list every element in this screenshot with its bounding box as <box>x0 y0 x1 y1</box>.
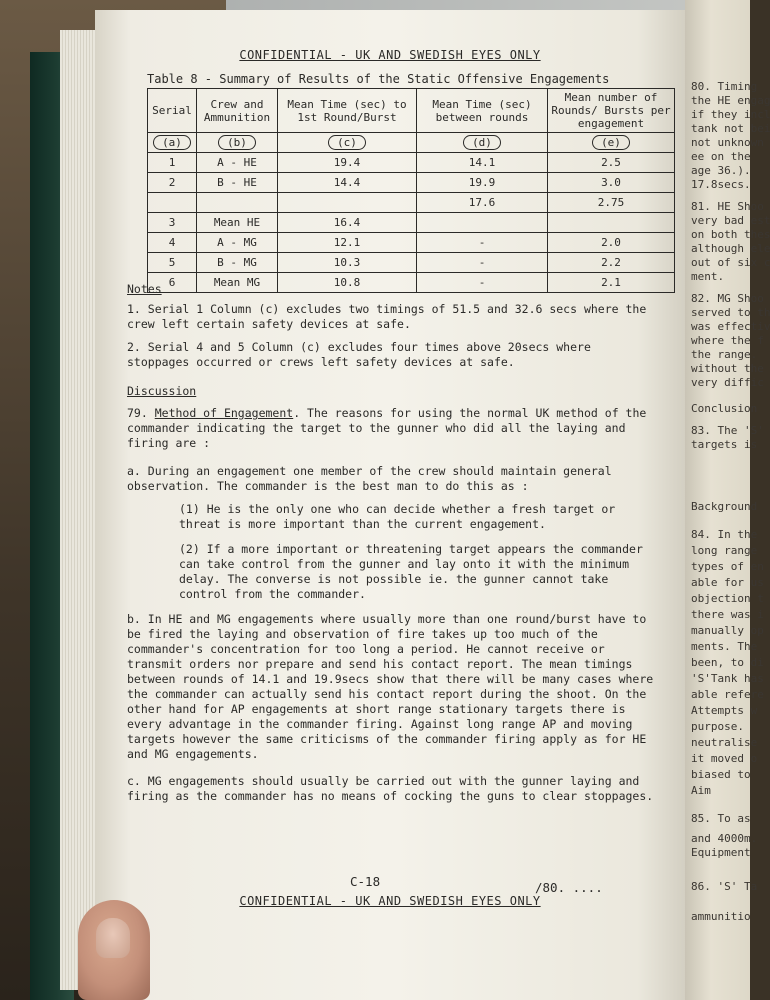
table-cell: 2.75 <box>548 193 675 213</box>
facing-page <box>685 0 770 1000</box>
table-cell: B - HE <box>197 173 278 193</box>
facing-page-line: objection t <box>691 592 764 605</box>
facing-page-line: and 4000m. <box>691 832 758 845</box>
facing-page-line: the range. <box>691 348 758 361</box>
table-cell: 6 <box>148 273 197 293</box>
table-cell: 17.6 <box>417 193 548 213</box>
column-letter: (e) <box>592 135 630 150</box>
facing-page-line: 17.8secs. <box>691 178 751 191</box>
para-intro-text: . The reasons for using the normal UK method of the commander indicating the target to the gunner who did all the laying and firing are : <box>127 406 647 450</box>
item-a: a. During an engagement one member of the crew should maintain general observation. The commander is the best man to do this as : <box>127 464 612 493</box>
note-item: 1. Serial 1 Column (c) excludes two timings of 51.5 and 32.6 secs where the crew left certain safety devices at safe. <box>127 302 647 331</box>
facing-page-line: Aim <box>691 784 711 797</box>
table-cell: A - HE <box>197 153 278 173</box>
facing-page-line: Background <box>691 500 758 513</box>
column-letter: (a) <box>153 135 191 150</box>
table-cell: Mean HE <box>197 213 278 233</box>
table-cell: B - MG <box>197 253 278 273</box>
column-letter: (c) <box>328 135 366 150</box>
para-79-intro <box>127 406 652 451</box>
facing-page-line: served to th <box>691 306 770 319</box>
facing-page-line: ment. <box>691 270 725 283</box>
table-cell: 2.1 <box>548 273 675 293</box>
table-cell: 2.2 <box>548 253 675 273</box>
column-header: Mean number of Rounds/ Bursts per engagement <box>548 89 675 133</box>
table-cell: 5 <box>148 253 197 273</box>
table-cell <box>548 213 675 233</box>
table-cell: - <box>417 233 548 253</box>
facing-page-line: 84. In the <box>691 528 758 541</box>
para-number: 79. <box>127 406 148 420</box>
facing-page-line: very diffic <box>691 376 764 389</box>
item-b: b. In HE and MG engagements where usually more than one round/burst have to be fired the laying and observation of fire takes up too much of the commander's concentration for too long a period. He cannot receive or transmit orders nor prepare and send his contact report. The mean timings between rounds of 14.1 and 19.9secs show that there will be many cases where the commander can actually send his contact report during the shoot. On the other hand for AP engagements at short range stationary targets there is every advantage in the commander firing. Against long range AP and moving targets however the same criticisms of the commander firing apply as for HE and MG engagements. <box>127 612 654 761</box>
note-item: 2. Serial 4 and 5 Column (c) excludes four times above 20secs where stoppages occurred or crews left safety devices at safe. <box>127 340 591 369</box>
sub-item-2: (2) If a more important or threatening target appears the commander can take control from the gunner and lay onto it with the minimum delay. The converse is not possible ie. the gunner cannot take control from the commander. <box>179 542 643 601</box>
para-title: Method of Engagement <box>154 406 294 420</box>
facing-page-line: although ele <box>691 242 770 255</box>
facing-page-line: Conclusion <box>691 402 758 415</box>
table-row <box>148 193 675 213</box>
facing-page-line: there was i <box>691 608 764 621</box>
table-row <box>148 273 675 293</box>
facing-page-line: out of six c <box>691 256 770 269</box>
facing-page-line: 81. HE Shoo <box>691 200 764 213</box>
facing-page-line: able for us <box>691 576 764 589</box>
facing-page-line: been, to di <box>691 656 764 669</box>
next-paragraph-marker: /80. .... <box>535 880 603 895</box>
table-cell: 10.8 <box>278 273 417 293</box>
table-cell: 14.4 <box>278 173 417 193</box>
table-cell: 12.1 <box>278 233 417 253</box>
table-row <box>148 253 675 273</box>
table-row <box>148 153 675 173</box>
table-row <box>148 233 675 253</box>
facing-page-line: 86. 'S' Ta <box>691 880 758 893</box>
table-title: Table 8 - Summary of Results of the Static Offensive Engagements <box>147 72 610 86</box>
facing-page-line: 83. The 'S' <box>691 424 764 437</box>
facing-page-line: very bad est <box>691 214 770 227</box>
footer-classification: CONFIDENTIAL - UK AND SWEDISH EYES ONLY <box>239 894 541 908</box>
facing-page-line: tank not bei <box>691 122 770 135</box>
table-cell <box>148 193 197 213</box>
table-cell <box>197 193 278 213</box>
column-letter-row <box>148 133 675 153</box>
facing-page-line: neutralise <box>691 736 758 749</box>
facing-page-line: ammunitio <box>691 910 751 923</box>
table-cell <box>417 213 548 233</box>
table-row <box>148 213 675 233</box>
column-letter: (b) <box>218 135 256 150</box>
facing-page-line: long range <box>691 544 758 557</box>
table-cell: - <box>417 273 548 293</box>
facing-page-line: types of en <box>691 560 764 573</box>
table-header-row <box>148 89 675 133</box>
facing-page-line: where the f <box>691 334 764 347</box>
facing-page-line: purpose. <box>691 720 744 733</box>
discussion-heading: Discussion <box>127 384 197 398</box>
table-cell: 19.9 <box>417 173 548 193</box>
column-header: Serial <box>148 89 197 133</box>
table-cell: 3.0 <box>548 173 675 193</box>
table-cell: 19.4 <box>278 153 417 173</box>
facing-page-line: able refere <box>691 688 764 701</box>
table-cell: 16.4 <box>278 213 417 233</box>
facing-page-line: 80. Timing <box>691 80 758 93</box>
column-header: Mean Time (sec) to 1st Round/Burst <box>278 89 417 133</box>
facing-page-line: ee on the <box>691 150 751 163</box>
results-table <box>147 88 675 293</box>
table-cell: 2.5 <box>548 153 675 173</box>
facing-page-line: biased to <box>691 768 751 781</box>
thumbnail <box>96 918 130 958</box>
facing-page-line: Attempts w <box>691 704 758 717</box>
facing-page-line: 82. MG Shoo <box>691 292 764 305</box>
facing-page-line: ments. The <box>691 640 758 653</box>
table-cell: 1 <box>148 153 197 173</box>
facing-page-line: the HE engag <box>691 94 770 107</box>
table-cell: 2.0 <box>548 233 675 253</box>
notes-heading: Notes <box>127 282 162 296</box>
table-cell: 10.3 <box>278 253 417 273</box>
column-header: Mean Time (sec) between rounds <box>417 89 548 133</box>
facing-page-line: 'S'Tank has <box>691 672 764 685</box>
table-cell: 4 <box>148 233 197 253</box>
header-classification: CONFIDENTIAL - UK AND SWEDISH EYES ONLY <box>239 48 541 62</box>
table-cell: 2 <box>148 173 197 193</box>
facing-page-line: was effectiv <box>691 320 770 333</box>
item-c: c. MG engagements should usually be carried out with the gunner laying and firing as the commander has no means of cocking the guns to clear stoppages. <box>127 774 654 803</box>
facing-page-line: if they incl <box>691 108 770 121</box>
table-cell: Mean MG <box>197 273 278 293</box>
facing-page-line: it moved o <box>691 752 758 765</box>
facing-page-line: without the <box>691 362 764 375</box>
document-page <box>95 10 685 1000</box>
table-cell: 3 <box>148 213 197 233</box>
table-cell: 14.1 <box>417 153 548 173</box>
facing-page-line: age 36.). <box>691 164 751 177</box>
facing-page-line: manually op <box>691 624 764 637</box>
column-header: Crew and Ammunition <box>197 89 278 133</box>
sub-item-1: (1) He is the only one who can decide whether a fresh target or threat is more important than the current engagement. <box>179 502 616 531</box>
table-cell: - <box>417 253 548 273</box>
facing-page-line: targets is <box>691 438 758 451</box>
column-letter: (d) <box>463 135 501 150</box>
page-number: C-18 <box>350 874 381 889</box>
facing-page-line: not unknown <box>691 136 764 149</box>
facing-page-line: 85. To as <box>691 812 751 825</box>
facing-page-line: Equipment <box>691 846 751 859</box>
table-cell: A - MG <box>197 233 278 253</box>
facing-page-line: on both thes <box>691 228 770 241</box>
table-row <box>148 173 675 193</box>
table-cell <box>278 193 417 213</box>
